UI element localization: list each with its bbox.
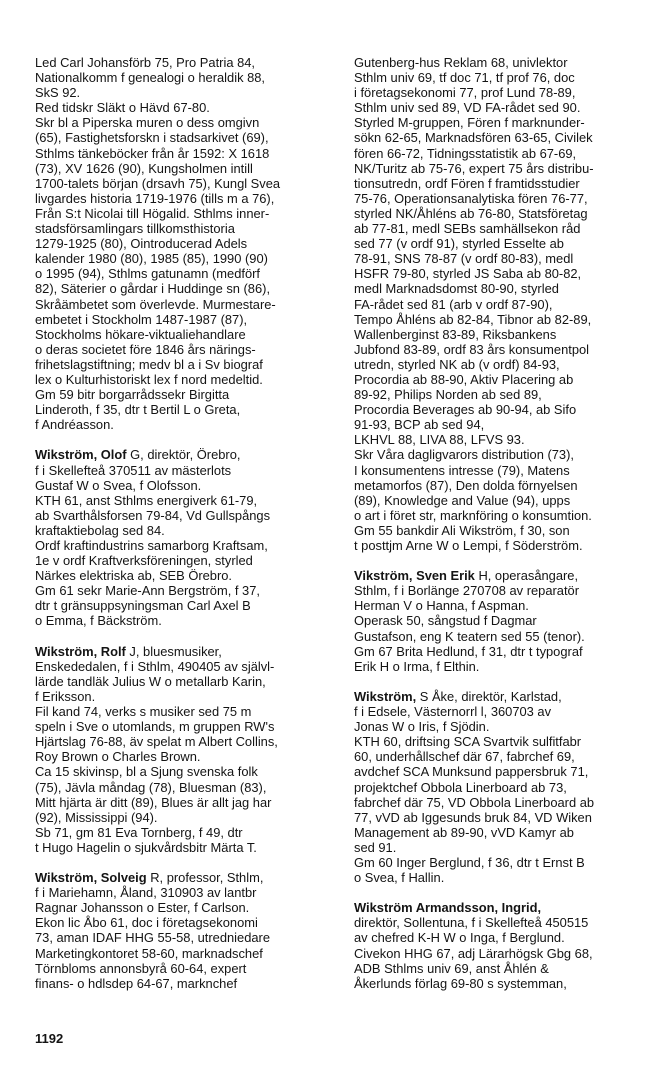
text-line: sed 91. [354,839,397,855]
text-line: (92), Mississippi (94). [35,809,158,825]
biography-continuation [35,55,340,432]
text-line: (89), Knowledge and Value (94), upps [354,492,571,508]
text-line: 89-92, Philips Norden ab sed 89, [354,387,542,403]
entry-heading-rest: R, professor, Sthlm, [146,870,264,886]
text-line: Operask 50, sångstud f Dagmar [354,613,537,629]
text-line: Herman V o Hanna, f Aspman. [354,598,529,614]
page-number: 1192 [35,1031,64,1046]
biography-entry [354,900,666,991]
text-line: Törnbloms annonsbyrå 60-64, expert [35,960,247,976]
left-column [35,55,340,1006]
text-line: (75), Jävla måndag (78), Bluesman (83), [35,779,267,795]
text-line: o Emma, f Bäckström. [35,613,162,629]
text-line: Skr Våra dagligvarors distribution (73), [354,447,574,463]
text-line: t posttjm Arne W o Lempi, f Söderström. [354,538,583,553]
text-line: 78-91, SNS 78-87 (v ordf 80-83), medl [354,251,574,267]
text-line: NK/Turitz ab 75-76, expert 75 års distribu- [354,160,594,176]
person-name: Wikström, [354,688,417,704]
text-line: Gm 55 bankdir Ali Wikström, f 30, son [354,522,570,538]
text-line: Marketingkontoret 58-60, marknadschef [35,945,263,961]
text-line: Skråämbetet som överlevde. Murmestare- [35,296,276,312]
text-line: 82), Säterier o gårdar i Huddinge sn (86), [35,281,271,297]
biography-entry [35,870,340,991]
text-line: lex o Kulturhistoriskt lex f nord medeltid. [35,371,263,387]
text-line: Jubfond 83-89, ordf 83 års konsumentpol [354,341,590,357]
text-line: Från S:t Nicolai till Högalid. Sthlms inner- [35,205,270,221]
text-line: 1700-talets början (drsavh 75), Kungl Svea [35,175,281,191]
text-line: avdchef SCA Munksund pappersbruk 71, [354,764,589,780]
text-line: sökn 62-65, Marknadsfören 63-65, Civilek [354,130,593,146]
text-line: Gm 60 Inger Berglund, f 36, dtr t Ernst B [354,854,585,870]
text-line: Skr bl a Piperska muren o dess omgivn [35,115,260,131]
text-line: Procordia Beverages ab 90-94, ab Sifo [354,402,577,418]
text-line: Hjärtslag 76-88, äv spelat m Albert Collins, [35,734,278,750]
person-name: Vikström, Sven Erik [354,568,475,584]
entry-heading-rest: G, direktör, Örebro, [126,447,241,463]
entry-heading-line [354,900,666,915]
entry-heading-rest: H, operasångare, [474,568,579,584]
text-line: metamorfos (87), Den dolda förnyelsen [354,477,578,493]
text-line: stadsförsamlingars tillkomsthistoria [35,221,235,237]
text-line: Sthlm univ sed 89, VD FA-rådet sed 90. [354,100,581,116]
text-line: Enskededalen, f i Sthlm, 490405 av självl- [35,658,275,674]
text-line: Nationalkomm f genealogi o heraldik 88, [35,70,266,86]
text-line: 1279-1925 (80), Ointroducerad Adels [35,236,248,252]
text-line: Tempo Åhléns ab 82-84, Tibnor ab 82-89, [354,311,592,327]
text-line: Sthlm univ 69, tf doc 71, tf prof 76, doc [354,70,575,86]
text-line: Ca 15 skivinsp, bl a Sjung svenska folk [35,764,258,780]
text-line: kraftaktiebolag sed 84. [35,522,165,538]
text-line: Gm 59 bitr borgarrådssekr Birgitta [35,387,230,403]
biography-entry [35,447,340,628]
text-line: Wallenberginst 83-89, Riksbankens [354,326,557,342]
text-line: HSFR 79-80, styrled JS Saba ab 80-82, [354,266,582,282]
text-line: Roy Brown o Charles Brown. [35,749,201,765]
right-column [354,55,666,1006]
text-line: ab 77-81, medl SEBs samhällsekon råd [354,221,581,237]
text-line: 1e v ordf Kraftverksföreningen, styrled [35,553,253,569]
text-line: (73), XV 1626 (90), Kungsholmen intill [35,160,253,176]
text-line: Sthlm, f i Borlänge 270708 av reparatör [354,583,580,599]
text-line: 77, vVD ab Iggesunds bruk 84, VD Wiken [354,809,592,825]
text-line: Civekon HHG 67, adj Lärarhögsk Gbg 68, [354,945,593,961]
text-line: embetet i Stockholm 1487-1987 (87), [35,311,248,327]
text-line: Erik H o Irma, f Elthin. [354,658,480,674]
text-line: o Svea, f Hallin. [354,870,445,886]
entry-heading-line [35,447,340,462]
text-line: 73, aman IDAF HHG 55-58, utredniedare [35,930,271,946]
text-line: Mitt hjärta är ditt (89), Blues är allt jag har [35,794,272,810]
text-line: KTH 60, driftsing SCA Svartvik sulfitfabr [354,734,582,750]
text-line: Jonas W o Iris, f Sjödin. [354,719,490,735]
text-line: i företagsekonomi 77, prof Lund 78-89, [354,85,576,101]
text-line: FA-rådet sed 81 (arb v ordf 87-90), [354,296,553,312]
biography-entry [35,644,340,855]
text-line: Gm 67 Brita Hedlund, f 31, dtr t typograf [354,643,583,659]
text-line: frihetslagstiftning; medv bl a i Sv biograf [35,356,263,372]
text-line: Gustaf W o Svea, f Olofsson. [35,477,202,493]
text-line: KTH 61, anst Sthlms energiverk 61-79, [35,492,258,508]
text-line: f i Skellefteå 370511 av mästerlots [35,462,232,478]
text-line: lärde tandläk Julius W o metallarb Karin, [35,673,266,689]
text-line: Åkerlunds förlag 69-80 s systemman, [354,975,567,991]
person-name: Wikström, Rolf [35,643,126,659]
text-line: (65), Fastighetsforskn i stadsarkivet (69), [35,130,269,146]
text-line: Red tidskr Släkt o Hävd 67-80. [35,100,210,116]
text-line: f i Edsele, Västernorrl l, 360703 av [354,704,552,720]
text-line: sed 77 (v ordf 91), styrled Esselte ab [354,236,564,252]
text-line: I konsumentens intresse (79), Matens [354,462,570,478]
text-line: o 1995 (94), Sthlms gatunamn (medförf [35,266,260,282]
text-line: Gm 61 sekr Marie-Ann Bergström, f 37, [35,583,260,599]
text-line: t Hugo Hagelin o sjukvårdsbitr Märta T. [35,839,257,855]
text-line: Linderoth, f 35, dtr t Bertil L o Greta, [35,402,241,418]
biography-entry [354,568,666,674]
text-line: Stockholms hökare-viktualiehandlare [35,326,246,342]
text-line: fabrchef där 75, VD Obbola Linerboard ab [354,794,595,810]
text-line: livgardes historia 1719-1976 (tills m a 76), [35,190,275,206]
person-name: Wikström, Olof [35,447,127,463]
text-line: 91-93, BCP ab sed 94, [354,417,485,433]
text-line: ADB Sthlms univ 69, anst Åhlén & [354,960,549,976]
text-line: tionsutredn, ordf Fören f framtidsstudier [354,175,580,191]
text-line: 75-76, Operationsanalytiska fören 76-77, [354,190,588,206]
text-line: f Eriksson. [35,688,96,704]
text-line: av chefred K-H W o Inga, f Berglund. [354,930,565,946]
text-line: o deras societet före 1846 års närings- [35,341,256,357]
biography-entry [354,689,666,885]
text-line: Gutenberg-hus Reklam 68, univlektor [354,55,568,70]
text-line: Styrled M-gruppen, Fören f marknunder- [354,115,585,131]
text-line: Led Carl Johansförb 75, Pro Patria 84, [35,55,255,70]
text-line: medl Marknadsdomst 80-90, styrled [354,281,559,297]
text-line: styrled NK/Åhléns ab 76-80, Statsföretag [354,205,588,221]
text-line: f i Mariehamn, Åland, 310903 av lantbr [35,885,257,901]
person-name: Wikström Armandsson, Ingrid, [354,900,542,916]
text-line: Sthlms tänkeböcker från år 1592: X 1618 [35,145,270,161]
text-line: dtr t gränsuppsyningsman Carl Axel B [35,598,251,614]
entry-heading-line [35,870,340,885]
text-line: Ekon lic Åbo 61, doc i företagsekonomi [35,915,258,931]
entry-heading-line [35,644,340,659]
entry-heading-line [354,568,666,583]
text-line: direktör, Sollentuna, f i Skellefteå 450515 [354,915,589,931]
text-line: Närkes elektriska ab, SEB Örebro. [35,568,233,584]
person-name: Wikström, Solveig [35,870,147,886]
text-line: SkS 92. [35,85,81,101]
text-line: kalender 1980 (80), 1985 (85), 1990 (90) [35,251,268,267]
text-line: Gustafson, eng K teatern sed 55 (tenor). [354,628,585,644]
text-line: Procordia ab 88-90, Aktiv Placering ab [354,371,574,387]
text-line: Sb 71, gm 81 Eva Tornberg, f 49, dtr [35,824,243,840]
text-line: Ordf kraftindustrins samarborg Kraftsam, [35,538,268,553]
text-line: LKHVL 88, LIVA 88, LFVS 93. [354,432,525,448]
entry-heading-line [354,689,666,704]
entry-heading-rest: J, bluesmusiker, [125,643,222,659]
entry-heading-rest: S Åke, direktör, Karlstad, [416,688,562,704]
text-line: ab Svarthålsforsen 79-84, Vd Gullspångs [35,507,271,523]
text-line: 60, underhållschef där 67, fabrchef 69, [354,749,575,765]
text-line: projektchef Obbola Linerboard ab 73, [354,779,567,795]
text-line: o art i föret str, marknföring o konsumtion. [354,507,592,523]
text-line: Ragnar Johansson o Ester, f Carlson. [35,900,250,916]
text-line: Management ab 89-90, vVD Kamyr ab [354,824,574,840]
text-line: fören 66-72, Tidningsstatistik ab 67-69, [354,145,577,161]
biography-continuation [354,55,666,553]
text-line: f Andréasson. [35,417,114,433]
text-line: speln i Sve o utomlands, m gruppen RW's [35,719,275,735]
text-line: utredn, styrled NK ab (v ordf) 84-93, [354,356,560,372]
text-line: finans- o hdlsdep 64-67, marknchef [35,975,238,991]
text-line: Fil kand 74, verks s musiker sed 75 m [35,704,252,720]
